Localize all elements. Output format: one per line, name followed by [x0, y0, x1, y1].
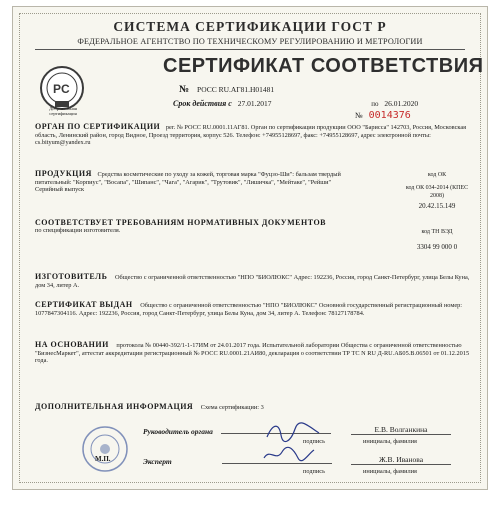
expert-caption-name: инициалы, фамилия	[363, 468, 417, 475]
product-codes	[403, 172, 471, 211]
conformity-label: СООТВЕТСТВУЕТ ТРЕБОВАНИЯМ НОРМАТИВНЫХ ДОКУМЕНТОВ	[35, 218, 326, 227]
seal-stamp-icon	[81, 425, 129, 473]
validity-row	[173, 99, 418, 108]
certificate-page	[12, 6, 488, 490]
product-code-standard: код ОК 034-2014 (КПЕС 2008)	[405, 185, 469, 199]
head-signature-icon	[263, 421, 323, 443]
basis-label: НА ОСНОВАНИИ	[35, 340, 109, 349]
conformity-section	[35, 219, 375, 234]
additional-text: Схема сертификации: 3	[200, 404, 264, 411]
organ-text: рег. № РОСС RU.0001.11АГ81. Орган по сертификации продукции ООО "Барисса" 142703, Россия, Московская область, Ленинский район, город Видное, Проезд территория, корпус 526. Телефон: +74955128697, факс: +74955128697, адрес электронной почты: cs.bityum@yandex.ru	[35, 124, 467, 147]
head-caption-name: инициалы, фамилия	[363, 438, 417, 445]
head-caption-sign: подпись	[303, 438, 325, 445]
svg-text:PC: PC	[53, 82, 70, 96]
number-value: РОСС RU.АГ81.Н01481	[196, 85, 275, 94]
number-sign: №	[179, 84, 190, 95]
certificate-title: СЕРТИФИКАТ СООТВЕТСТВИЯ	[163, 55, 484, 77]
issued-text: Общество с ограниченной ответственностью "НПО "БИОЛЮКС" Основной государственный регистрационный номер: 1077847304116. Адрес: 192236, Россия, город Санкт-Петербург, улица Белы Куна, дом 34, литер А. Телефон: 78127178784.	[35, 302, 463, 317]
product-extra: Серийный выпуск	[35, 186, 85, 194]
additional-info-section	[35, 403, 471, 412]
basis-text: протокола № 00440-392/1-1-17ИМ от 24.01.2017 года. Испытательной лаборатории Общества с ограниченной ответственностью "БизнесМаркет", аттестат аккредитации регистрационный № РОСС RU.0001.21АИ80, декларация о соответствии ТР ТС N RU Д-RU.АБ05.В.06501 от 01.12.2015 года.	[35, 342, 470, 365]
basis-section	[35, 341, 471, 365]
agency-name: ФЕДЕРАЛЬНОЕ АГЕНТСТВО ПО ТЕХНИЧЕСКОМУ РЕГУЛИРОВАНИЮ И МЕТРОЛОГИИ	[77, 37, 423, 46]
issued-label: СЕРТИФИКАТ ВЫДАН	[35, 300, 133, 309]
head-name: Е.В. Волганкина	[351, 425, 451, 435]
validity-label: Срок действия с	[173, 99, 232, 108]
product-section	[35, 170, 365, 194]
manufacturer-label: ИЗГОТОВИТЕЛЬ	[35, 272, 108, 281]
validity-from: 27.01.2017	[237, 99, 272, 108]
expert-signature-icon	[258, 444, 318, 466]
certification-body	[35, 123, 471, 147]
validity-to-label: по	[371, 100, 379, 108]
manufacturer-section	[35, 273, 471, 289]
certificate-number	[179, 84, 274, 95]
product-code-value: 20.42.15.149	[418, 202, 456, 211]
product-text: Средства косметические по уходу за кожей, торговая марка "Фуцзо-Ши": бальзам твердый питательный: "Корпиус", "Восапа", "Шипанс", "Чага", "Агарик", "Трутовик", "Лишичка", "Мейтаке", "Рейши"	[35, 171, 341, 186]
product-label: ПРОДУКЦИЯ	[35, 169, 92, 178]
organ-label: ОРГАН ПО СЕРТИФИКАЦИИ	[35, 122, 161, 131]
expert-label: Эксперт	[143, 457, 172, 466]
stamp-label: М.П.	[95, 455, 111, 463]
expert-name: Ж.В. Иванова	[351, 455, 451, 465]
conformity-code-label: код ТН ВЭД	[421, 229, 453, 235]
manufacturer-text: Общество с ограниченной ответственностью "НПО "БИОЛЮКС" Адрес: 192236, Россия, город Санкт-Петербург, улица Белы Куна, дом 34, литер А.	[35, 274, 470, 289]
serial-sign: №	[355, 111, 363, 120]
conformity-codes	[403, 229, 471, 252]
serial-number: 0014376	[368, 110, 411, 121]
validity-to: 26.01.2020	[384, 99, 419, 108]
logo-caption: Добровольная сертификация	[49, 106, 77, 116]
product-code-label: код ОК	[427, 172, 447, 178]
additional-label: ДОПОЛНИТЕЛЬНАЯ ИНФОРМАЦИЯ	[35, 402, 194, 411]
header-divider	[35, 49, 465, 50]
issued-to-section	[35, 301, 471, 317]
serial-number-row	[355, 110, 411, 121]
head-label: Руководитель органа	[143, 427, 213, 436]
conformity-code-value: 3304 99 000 0	[416, 243, 458, 252]
expert-caption-sign: подпись	[303, 468, 325, 475]
conformity-text: по спецификации изготовителя.	[35, 226, 121, 234]
system-title: СИСТЕМА СЕРТИФИКАЦИИ ГОСТ Р	[113, 19, 387, 34]
